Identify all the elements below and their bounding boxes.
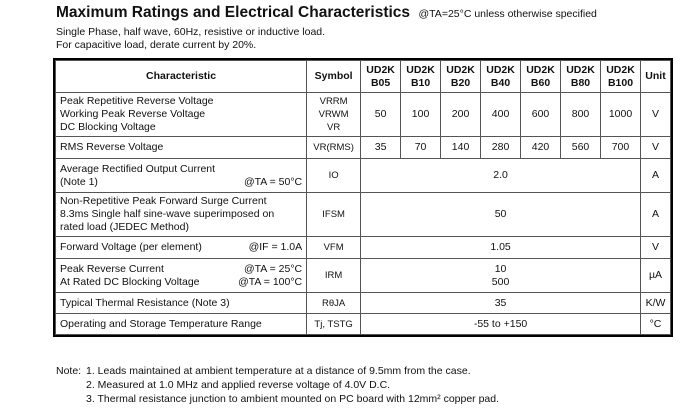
characteristic-cell: Typical Thermal Resistance (Note 3) [56,293,307,314]
unit-cell: A [640,193,670,237]
symbol-cell: VFM [307,237,361,259]
condition-text: @TA = 50°C [243,175,303,188]
characteristic-cell: Peak Repetitive Reverse Voltage Working Peak Reverse Voltage DC Blocking Voltage [56,93,307,137]
unit-cell: V [640,137,670,159]
symbol-cell: IO [307,159,361,193]
unit-cell: K/W [640,293,670,314]
header-part: UD2K B20 [441,61,481,93]
value-cell: 400 [481,93,521,137]
page-title [56,4,597,22]
table-header-row [56,61,671,93]
value-cell: 70 [401,137,441,159]
ratings-table [55,60,671,335]
subtitle-line-2: For capacitive load, derate current by 20%. [56,39,257,51]
table-row [56,314,671,335]
note-item: 2. Measured at 1.0 MHz and applied reverse voltage of 4.0V D.C. [86,379,391,391]
table-row [56,159,671,193]
header-characteristic: Characteristic [56,61,307,93]
value-cell: 100 [401,93,441,137]
symbol-cell: IRM [307,259,361,293]
value-cell: 2.0 [361,159,641,193]
table-row [56,93,671,137]
notes-label: Note: [56,365,82,377]
value-cell: 35 [361,137,401,159]
condition-text: @TA = 25°C @TA = 100°C [238,262,303,288]
value-cell: 800 [561,93,601,137]
value-cell: 140 [441,137,481,159]
subtitle-line-1: Single Phase, half wave, 60Hz, resistive or inductive load. [56,26,326,38]
value-cell: 35 [361,293,641,314]
value-cell: 560 [561,137,601,159]
value-cell: 700 [601,137,641,159]
header-part: UD2K B100 [601,61,641,93]
table-row [56,193,671,237]
symbol-cell: IFSM [307,193,361,237]
unit-cell: A [640,159,670,193]
value-cell: 1000 [601,93,641,137]
condition-text: @IF = 1.0A [248,241,303,253]
title-main: Maximum Ratings and Electrical Characteristics [56,4,411,21]
symbol-cell: RθJA [307,293,361,314]
title-conditions: @TA=25°C unless otherwise specified [418,8,597,20]
unit-cell: V [640,237,670,259]
table-row [56,259,671,293]
value-cell: 200 [441,93,481,137]
characteristic-cell: RMS Reverse Voltage [56,137,307,159]
characteristic-cell: Operating and Storage Temperature Range [56,314,307,335]
note-item: 3. Thermal resistance junction to ambient mounted on PC board with 12mm² copper pad. [86,393,500,405]
symbol-cell: VRRM VRWM VR [307,93,361,137]
symbol-cell: Tj, TSTG [307,314,361,335]
characteristic-cell: Forward Voltage (per element) @IF = 1.0A [56,237,307,259]
symbol-cell: VR(RMS) [307,137,361,159]
unit-cell: V [640,93,670,137]
value-cell: 1.05 [361,237,641,259]
value-cell: 50 [361,193,641,237]
header-part: UD2K B80 [561,61,601,93]
unit-cell: µA [640,259,670,293]
header-part: UD2K B60 [521,61,561,93]
value-cell: 10 500 [361,259,641,293]
value-cell: 600 [521,93,561,137]
notes-section [56,364,499,406]
characteristic-cell: Peak Reverse Current At Rated DC Blocking Voltage @TA = 25°C @TA = 100°C [56,259,307,293]
header-part: UD2K B40 [481,61,521,93]
header-unit: Unit [640,61,670,93]
characteristic-cell: Non-Repetitive Peak Forward Surge Current 8.3ms Single half sine-wave superimposed on rated load (JEDEC Method) [56,193,307,237]
header-part: UD2K B05 [361,61,401,93]
header-part: UD2K B10 [401,61,441,93]
value-cell: 280 [481,137,521,159]
value-cell: 420 [521,137,561,159]
value-cell: -55 to +150 [361,314,641,335]
value-cell: 50 [361,93,401,137]
table-row [56,293,671,314]
table-row [56,237,671,259]
table-row [56,137,671,159]
note-item: 1. Leads maintained at ambient temperature at a distance of 9.5mm from the case. [86,365,471,377]
characteristic-cell: Average Rectified Output Current (Note 1) @TA = 50°C [56,159,307,193]
unit-cell: °C [640,314,670,335]
header-symbol: Symbol [307,61,361,93]
